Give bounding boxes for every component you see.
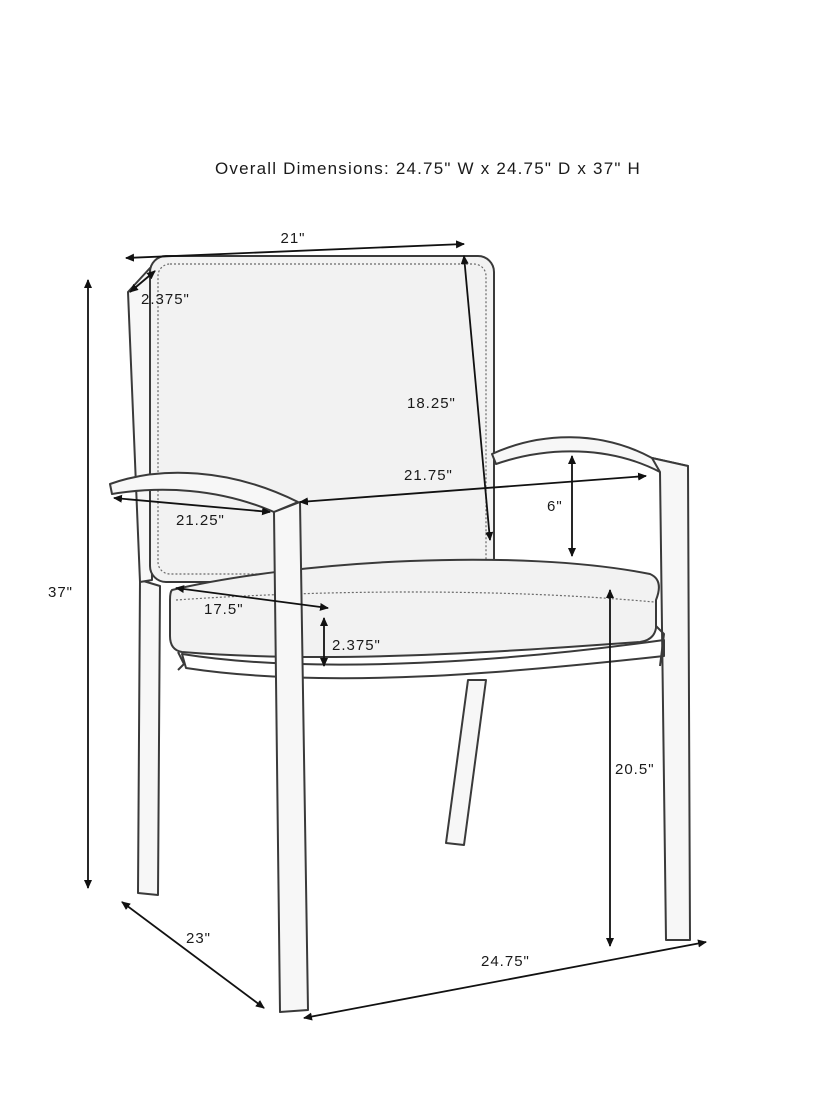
overall-height-label: 37" xyxy=(48,584,74,601)
back-thickness-label: 2.375" xyxy=(141,291,190,308)
back-cushion xyxy=(150,256,494,582)
width-label: 24.75" xyxy=(481,953,530,970)
arm-height-label: 6" xyxy=(547,498,563,515)
front-right-leg xyxy=(652,458,690,940)
seat-depth-label: 17.5" xyxy=(204,601,244,618)
back-width-label: 21" xyxy=(280,230,306,247)
arm-length-label: 21.25" xyxy=(176,512,225,529)
seat-height-label: 20.5" xyxy=(615,761,655,778)
depth-label: 23" xyxy=(186,930,212,947)
depth-arrow xyxy=(122,902,264,1008)
back-frame xyxy=(128,268,152,582)
rear-left-leg xyxy=(138,580,160,895)
seat-thickness-label: 2.375" xyxy=(332,637,381,654)
back-height-label: 18.25" xyxy=(407,395,456,412)
rear-right-leg xyxy=(446,680,486,845)
chair-illustration xyxy=(110,256,690,1012)
between-arms-label: 21.75" xyxy=(404,467,453,484)
overall-dimensions-title: Overall Dimensions: 24.75" W x 24.75" D x 37" H xyxy=(215,159,641,178)
